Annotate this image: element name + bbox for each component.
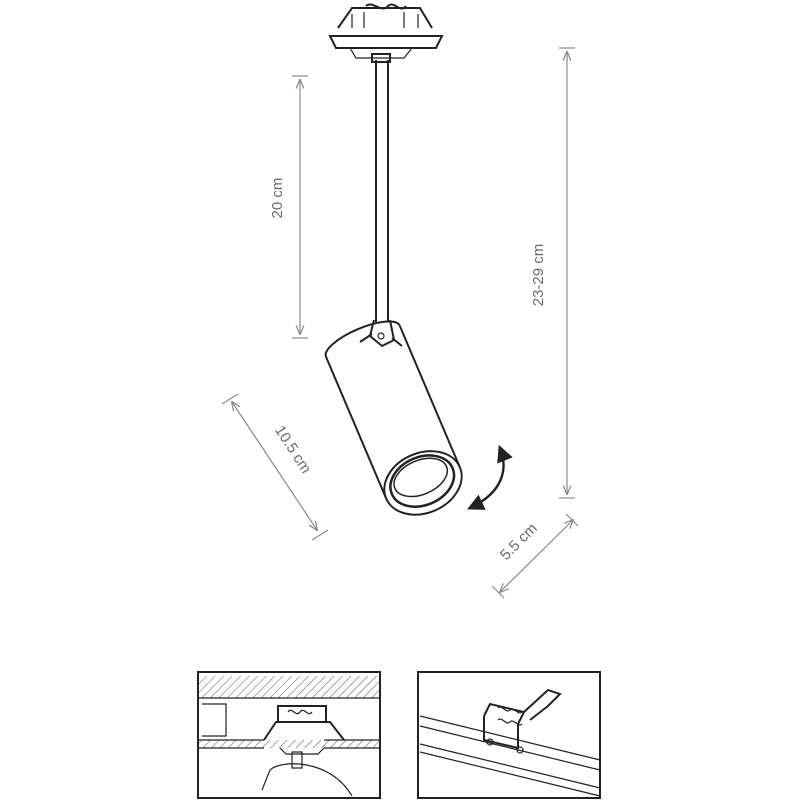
ceiling-mount	[330, 4, 442, 62]
detail-track-clip	[418, 672, 600, 798]
rod-length-label: 20 cm	[269, 177, 286, 219]
body-diameter-label: 5.5 cm	[496, 519, 541, 564]
dimension-total-height	[530, 48, 575, 498]
total-height-label: 23-29 cm	[530, 243, 547, 307]
detail-ceiling-install	[198, 672, 380, 798]
pivot-joint	[360, 320, 402, 346]
dimension-body-diameter	[492, 514, 578, 598]
spotlight-body	[321, 314, 472, 527]
rotation-arrow-icon	[470, 448, 504, 508]
dimension-rod-length	[269, 76, 308, 338]
stem-rod	[376, 60, 388, 322]
body-length-label: 10.5 cm	[271, 422, 315, 477]
dimension-body-length	[222, 394, 328, 540]
